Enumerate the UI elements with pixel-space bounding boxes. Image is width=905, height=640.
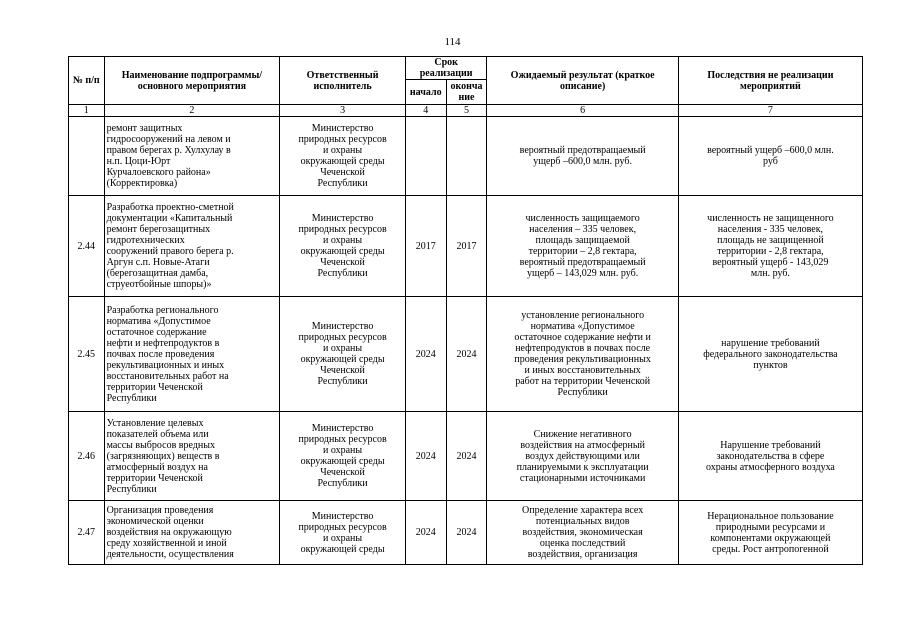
row-responsible: Министерство природных ресурсов и охраны окружающей среды Чеченской Республики <box>280 117 406 196</box>
header-start: начало <box>405 80 446 105</box>
row-consequences: Нерациональное пользование природными ресурсами и компонентами окружающей среды. Рост антропогенной <box>678 501 862 565</box>
row-end: 2024 <box>446 412 487 501</box>
column-number: 7 <box>678 105 862 117</box>
row-num: 2.47 <box>69 501 105 565</box>
row-end <box>446 117 487 196</box>
row-start: 2024 <box>405 501 446 565</box>
header-num: № п/п <box>69 57 105 105</box>
row-result: вероятный предотвращаемый ущерб –600,0 млн. руб. <box>487 117 678 196</box>
row-num: 2.45 <box>69 297 105 412</box>
row-start: 2024 <box>405 297 446 412</box>
row-start <box>405 117 446 196</box>
row-responsible: Министерство природных ресурсов и охраны окружающей среды <box>280 501 406 565</box>
column-number: 1 <box>69 105 105 117</box>
header-period: Срок реализации <box>405 57 487 80</box>
row-num: 2.44 <box>69 196 105 297</box>
table-row <box>69 297 863 412</box>
column-number: 3 <box>280 105 406 117</box>
row-responsible: Министерство природных ресурсов и охраны окружающей среды Чеченской Республики <box>280 412 406 501</box>
row-responsible: Министерство природных ресурсов и охраны окружающей среды Чеченской Республики <box>280 196 406 297</box>
row-name: Установление целевых показателей объема или массы выбросов вредных (загрязняющих) веществ в атмосферный воздух на территории Чеченской Республики <box>104 412 280 501</box>
row-consequences: Нарушение требований законодательства в сфере охраны атмосферного воздуха <box>678 412 862 501</box>
header-end: окончание <box>446 80 487 105</box>
table-row <box>69 412 863 501</box>
row-consequences: численность не защищенного населения - 335 человек, площадь не защищенной территории - 2,8 гектара, вероятный ущерб - 143,029 млн. руб. <box>678 196 862 297</box>
header-name: Наименование подпрограммы/ основного мероприятия <box>104 57 280 105</box>
row-name: Разработка регионального норматива «Допустимое остаточное содержание нефти и нефтепродуктов в почвах после проведения рекультивационных и иных восстановительных работ на территории Чеченской Республики <box>104 297 280 412</box>
measures-table <box>68 56 863 565</box>
column-number: 2 <box>104 105 280 117</box>
row-name: ремонт защитных гидросооружений на левом и правом берегах р. Хулхулау в н.п. Цоци-Юрт Курчалоевского района» (Корректировка) <box>104 117 280 196</box>
row-end: 2024 <box>446 501 487 565</box>
row-result: численность защищаемого населения – 335 человек, площадь защищаемой территории – 2,8 гектара, вероятный предотвращаемый ущерб – 143,029 млн. руб. <box>487 196 678 297</box>
header-result: Ожидаемый результат (краткое описание) <box>487 57 678 105</box>
row-end: 2017 <box>446 196 487 297</box>
page-number: 114 <box>444 36 461 48</box>
column-number: 4 <box>405 105 446 117</box>
table-row <box>69 117 863 196</box>
row-consequences: нарушение требований федерального законодательства пунктов <box>678 297 862 412</box>
row-result: Определение характера всех потенциальных видов воздействия, экономическая оценка последствий воздействия, организация <box>487 501 678 565</box>
table-row <box>69 501 863 565</box>
table-row <box>69 196 863 297</box>
row-responsible: Министерство природных ресурсов и охраны окружающей среды Чеченской Республики <box>280 297 406 412</box>
row-name: Разработка проектно-сметной документации «Капитальный ремонт берегозащитных гидротехнических сооружений правого берега р. Аргун с.п. Новые-Атаги (берегозащитная дамба, струеотбойные шпоры)» <box>104 196 280 297</box>
header-row <box>69 57 863 80</box>
row-end: 2024 <box>446 297 487 412</box>
row-num <box>69 117 105 196</box>
row-consequences: вероятный ущерб –600,0 млн. руб <box>678 117 862 196</box>
row-result: Снижение негативного воздействия на атмосферный воздух действующими или планируемыми к эксплуатации стационарными источниками <box>487 412 678 501</box>
column-number: 6 <box>487 105 678 117</box>
row-start: 2024 <box>405 412 446 501</box>
row-name: Организация проведения экономической оценки воздействия на окружающую среду хозяйственной и иной деятельности, осуществления <box>104 501 280 565</box>
column-numbers-row <box>69 105 863 117</box>
row-num: 2.46 <box>69 412 105 501</box>
row-result: установление регионального норматива «Допустимое остаточное содержание нефти и нефтепродуктов в почвах после проведения рекультивационных и иных восстановительных работ на территории Чеченской Республики <box>487 297 678 412</box>
row-start: 2017 <box>405 196 446 297</box>
header-consequences: Последствия не реализации мероприятий <box>678 57 862 105</box>
header-responsible: Ответственный исполнитель <box>280 57 406 105</box>
column-number: 5 <box>446 105 487 117</box>
